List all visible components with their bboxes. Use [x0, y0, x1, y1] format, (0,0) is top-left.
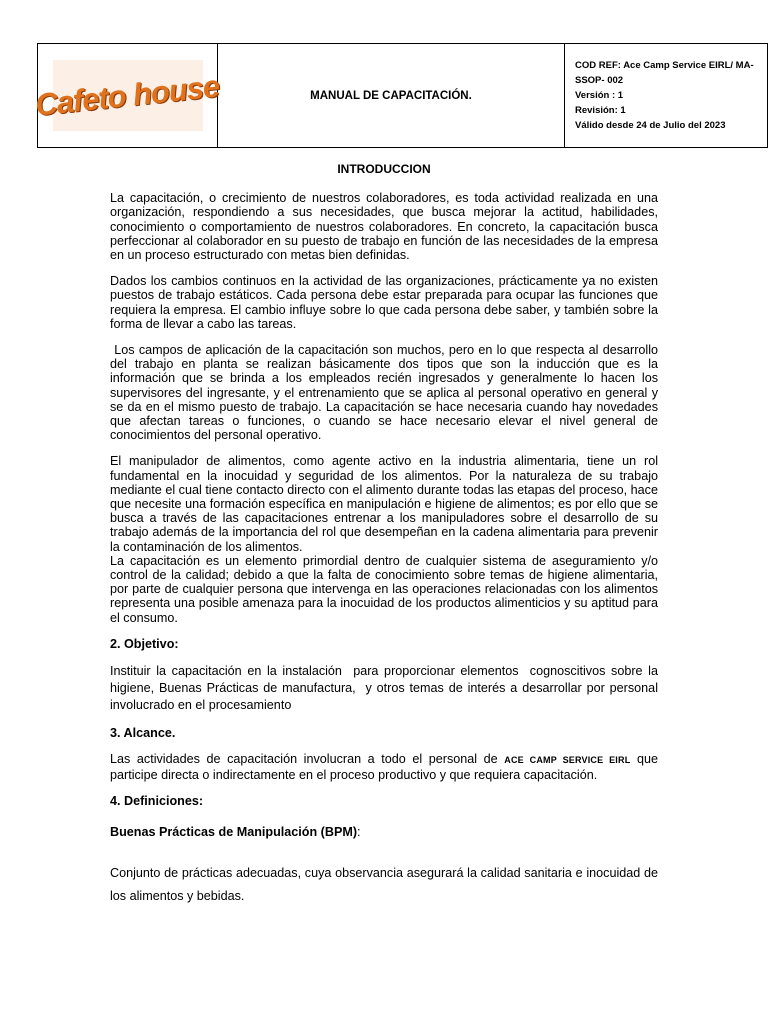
bpm-term-label: Buenas Prácticas de Manipulación (BPM) — [110, 824, 358, 839]
document-header — [33, 43, 768, 148]
definiciones-heading: 4. Definiciones: — [110, 793, 204, 808]
company-name: ACE CAMP SERVICE EIRL — [504, 755, 631, 766]
intro-paragraph-5: La capacitación es un elemento primordial dentro de cualquier sistema de aseguramiento y/o control de la calidad; debido a que la falta de conocimiento sobre temas de higiene alimentaria, por parte de cualquier persona que intervenga en las operaciones relacionadas con los alimentos representa una posible amenaza para la inocuidad de los productos alimenticios y su aptitud para el consumo. — [110, 553, 658, 625]
bpm-term-suffix: : — [357, 824, 361, 839]
cod-ref-line2: SSOP- 002 — [575, 75, 624, 86]
intro-paragraph-4: El manipulador de alimentos, como agente activo en la industria alimentaria, tiene un rol fundamental en la inocuidad y seguridad de los alimentos. Por la naturaleza de su trabajo mediante el cual tiene contacto directo con el alimento durante todas las etapas del proceso, hace que necesite una formación específica en manipulación e higiene de alimentos; es por ello que se busca a través de las capacitaciones entrenar a los manipuladores sobre el desarrollo de su trabajo además de la importancia del rol que desempeñan en la cadena alimentaria para prevenir la contaminación de los alimentos. — [110, 454, 658, 554]
company-logo — [33, 60, 221, 131]
alcance-text-after: que participe directa o indirectamente en el proceso productivo y que requiera capacitación. — [110, 752, 659, 782]
objetivo-text: Instituir la capacitación en la instalación para proporcionar elementos cognoscitivos sobre la higiene, Buenas Prácticas de manufactura, y otros temas de interés a desarrollar por personal involucrado en el procesamiento — [110, 664, 662, 713]
logo-text: Cafeto house — [33, 67, 221, 123]
logo-cell — [33, 44, 221, 147]
document-title: MANUAL DE CAPACITACIÓN. — [218, 44, 565, 147]
bpm-definition: Conjunto de prácticas adecuadas, cuya observancia asegurará la calidad sanitaria e inocuidad de los alimentos y bebidas. — [110, 866, 658, 904]
alcance-text-before: Las actividades de capacitación involucran a todo el personal de — [110, 752, 505, 767]
intro-paragraph-3: Los campos de aplicación de la capacitación son muchos, pero en lo que respecta al desarrollo del trabajo en planta se realizan básicamente dos tipos que son la inducción que es la información que se brinda a los empleados recién ingresados y generalmente lo hacen los supervisores del ingresante, y el entrenamiento que se aplica al personal operativo en general y se da en el mismo puesto de trabajo. La capacitación se hace necesaria cuando hay novedades que afectan tareas o funciones, o cuando se hace necesario elevar el nivel general de conocimientos del personal operativo. — [110, 343, 662, 443]
alcance-heading: 3. Alcance. — [110, 726, 176, 741]
objetivo-heading: 2. Objetivo: — [110, 636, 179, 651]
bpm-term — [110, 825, 658, 839]
document-meta — [565, 44, 767, 147]
cod-ref-line1: COD REF: Ace Camp Service EIRL/ MA- — [575, 60, 754, 71]
document-body — [110, 162, 662, 908]
intro-paragraph-1: La capacitación, o crecimiento de nuestros colaboradores, es toda actividad realizada en una organización, respondiendo a sus necesidades, que busca mejorar la actitud, habilidades, conocimiento o comportamiento de nuestros colaboradores. En concreto, la capacitación busca perfeccionar al colaborador en su puesto de trabajo en función de las necesidades de la empresa en un proceso estructurado con metas bien definidas. — [110, 191, 658, 263]
revision: Revisión: 1 — [575, 105, 626, 116]
intro-title: INTRODUCCION — [337, 162, 431, 176]
version: Versión : 1 — [575, 90, 624, 101]
valid-date: Válido desde 24 de Julio del 2023 — [575, 120, 726, 131]
intro-paragraph-2: Dados los cambios continuos en la actividad de las organizaciones, prácticamente ya no existen puestos de trabajo estáticos. Cada persona debe estar preparada para ocupar las funciones que requiera la empresa. El cambio influye sobre lo que cada persona debe saber, y también sobre la forma de llevar a cabo las tareas. — [110, 274, 658, 331]
alcance-text — [110, 752, 658, 781]
